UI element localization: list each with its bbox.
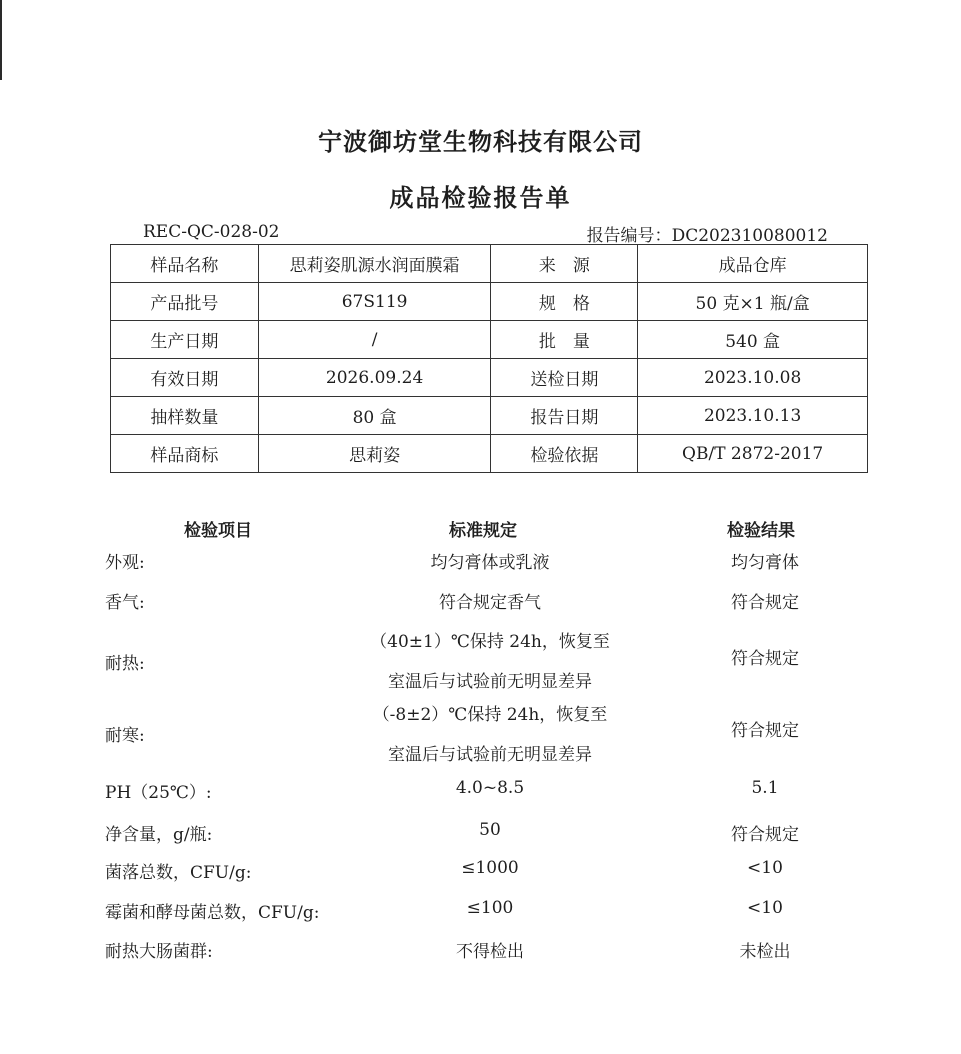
result-value: 符合规定 bbox=[731, 649, 799, 669]
info-label: 抽样数量 bbox=[111, 397, 259, 435]
info-value: QB/T 2872-2017 bbox=[638, 435, 868, 473]
result-standard-line2: 室温后与试验前无明显差异 bbox=[388, 745, 592, 765]
info-value: 80 盒 bbox=[258, 397, 491, 435]
result-item: 耐热大肠菌群: bbox=[105, 942, 213, 962]
result-item: PH（25℃）: bbox=[105, 783, 212, 803]
result-item: 菌落总数，CFU/g: bbox=[105, 863, 252, 883]
result-item: 香气: bbox=[105, 593, 145, 613]
info-value: 2023.10.08 bbox=[638, 359, 868, 397]
result-standard: ≤100 bbox=[466, 898, 514, 918]
result-item: 霉菌和酵母菌总数，CFU/g: bbox=[105, 903, 320, 923]
result-standard: （40±1）℃保持 24h，恢复至 bbox=[370, 632, 610, 652]
col-header-standard: 标准规定 bbox=[449, 521, 517, 541]
info-value: 2023.10.13 bbox=[638, 397, 868, 435]
report-number-value: DC202310080012 bbox=[671, 226, 828, 246]
info-value: 540 盒 bbox=[638, 321, 868, 359]
result-value: 5.1 bbox=[751, 778, 779, 798]
result-item: 耐寒: bbox=[105, 726, 145, 746]
result-value: 符合规定 bbox=[731, 593, 799, 613]
result-item: 外观: bbox=[105, 553, 145, 573]
info-label: 报告日期 bbox=[491, 397, 638, 435]
info-label: 样品商标 bbox=[111, 435, 259, 473]
info-label: 来 源 bbox=[491, 245, 638, 283]
result-standard: 均匀膏体或乳液 bbox=[430, 553, 550, 573]
info-value: 思莉姿肌源水润面膜霜 bbox=[258, 245, 491, 283]
info-label: 规 格 bbox=[491, 283, 638, 321]
result-value: <10 bbox=[747, 898, 783, 918]
info-value: 50 克×1 瓶/盒 bbox=[638, 283, 868, 321]
info-value: 67S119 bbox=[258, 283, 491, 321]
report-number-label: 报告编号： bbox=[586, 226, 672, 246]
info-value: 思莉姿 bbox=[258, 435, 491, 473]
result-standard: 50 bbox=[479, 820, 501, 840]
result-standard: ≤1000 bbox=[461, 858, 519, 878]
info-label: 产品批号 bbox=[111, 283, 259, 321]
result-value: <10 bbox=[747, 858, 783, 878]
info-label: 有效日期 bbox=[111, 359, 259, 397]
result-value: 符合规定 bbox=[731, 825, 799, 845]
result-item: 净含量，g/瓶: bbox=[105, 825, 213, 845]
result-standard: 4.0~8.5 bbox=[455, 778, 525, 798]
result-value: 未检出 bbox=[739, 942, 791, 962]
result-standard-line2: 室温后与试验前无明显差异 bbox=[388, 672, 592, 692]
document-title: 成品检验报告单 bbox=[389, 183, 572, 212]
result-standard: 不得检出 bbox=[456, 942, 524, 962]
result-standard: （-8±2）℃保持 24h，恢复至 bbox=[372, 705, 608, 725]
info-label: 批 量 bbox=[491, 321, 638, 359]
result-item: 耐热: bbox=[105, 654, 145, 674]
col-header-result: 检验结果 bbox=[727, 521, 795, 541]
result-value: 均匀膏体 bbox=[731, 553, 799, 573]
info-label: 样品名称 bbox=[111, 245, 259, 283]
info-label: 检验依据 bbox=[491, 435, 638, 473]
info-value: 2026.09.24 bbox=[258, 359, 491, 397]
col-header-item: 检验项目 bbox=[184, 521, 252, 541]
form-code: REC-QC-028-02 bbox=[143, 222, 280, 242]
info-value: / bbox=[258, 321, 491, 359]
info-label: 送检日期 bbox=[491, 359, 638, 397]
company-name: 宁波御坊堂生物科技有限公司 bbox=[318, 127, 643, 156]
result-value: 符合规定 bbox=[731, 721, 799, 741]
info-label: 生产日期 bbox=[111, 321, 259, 359]
info-value: 成品仓库 bbox=[638, 245, 868, 283]
result-standard: 符合规定香气 bbox=[439, 593, 541, 613]
